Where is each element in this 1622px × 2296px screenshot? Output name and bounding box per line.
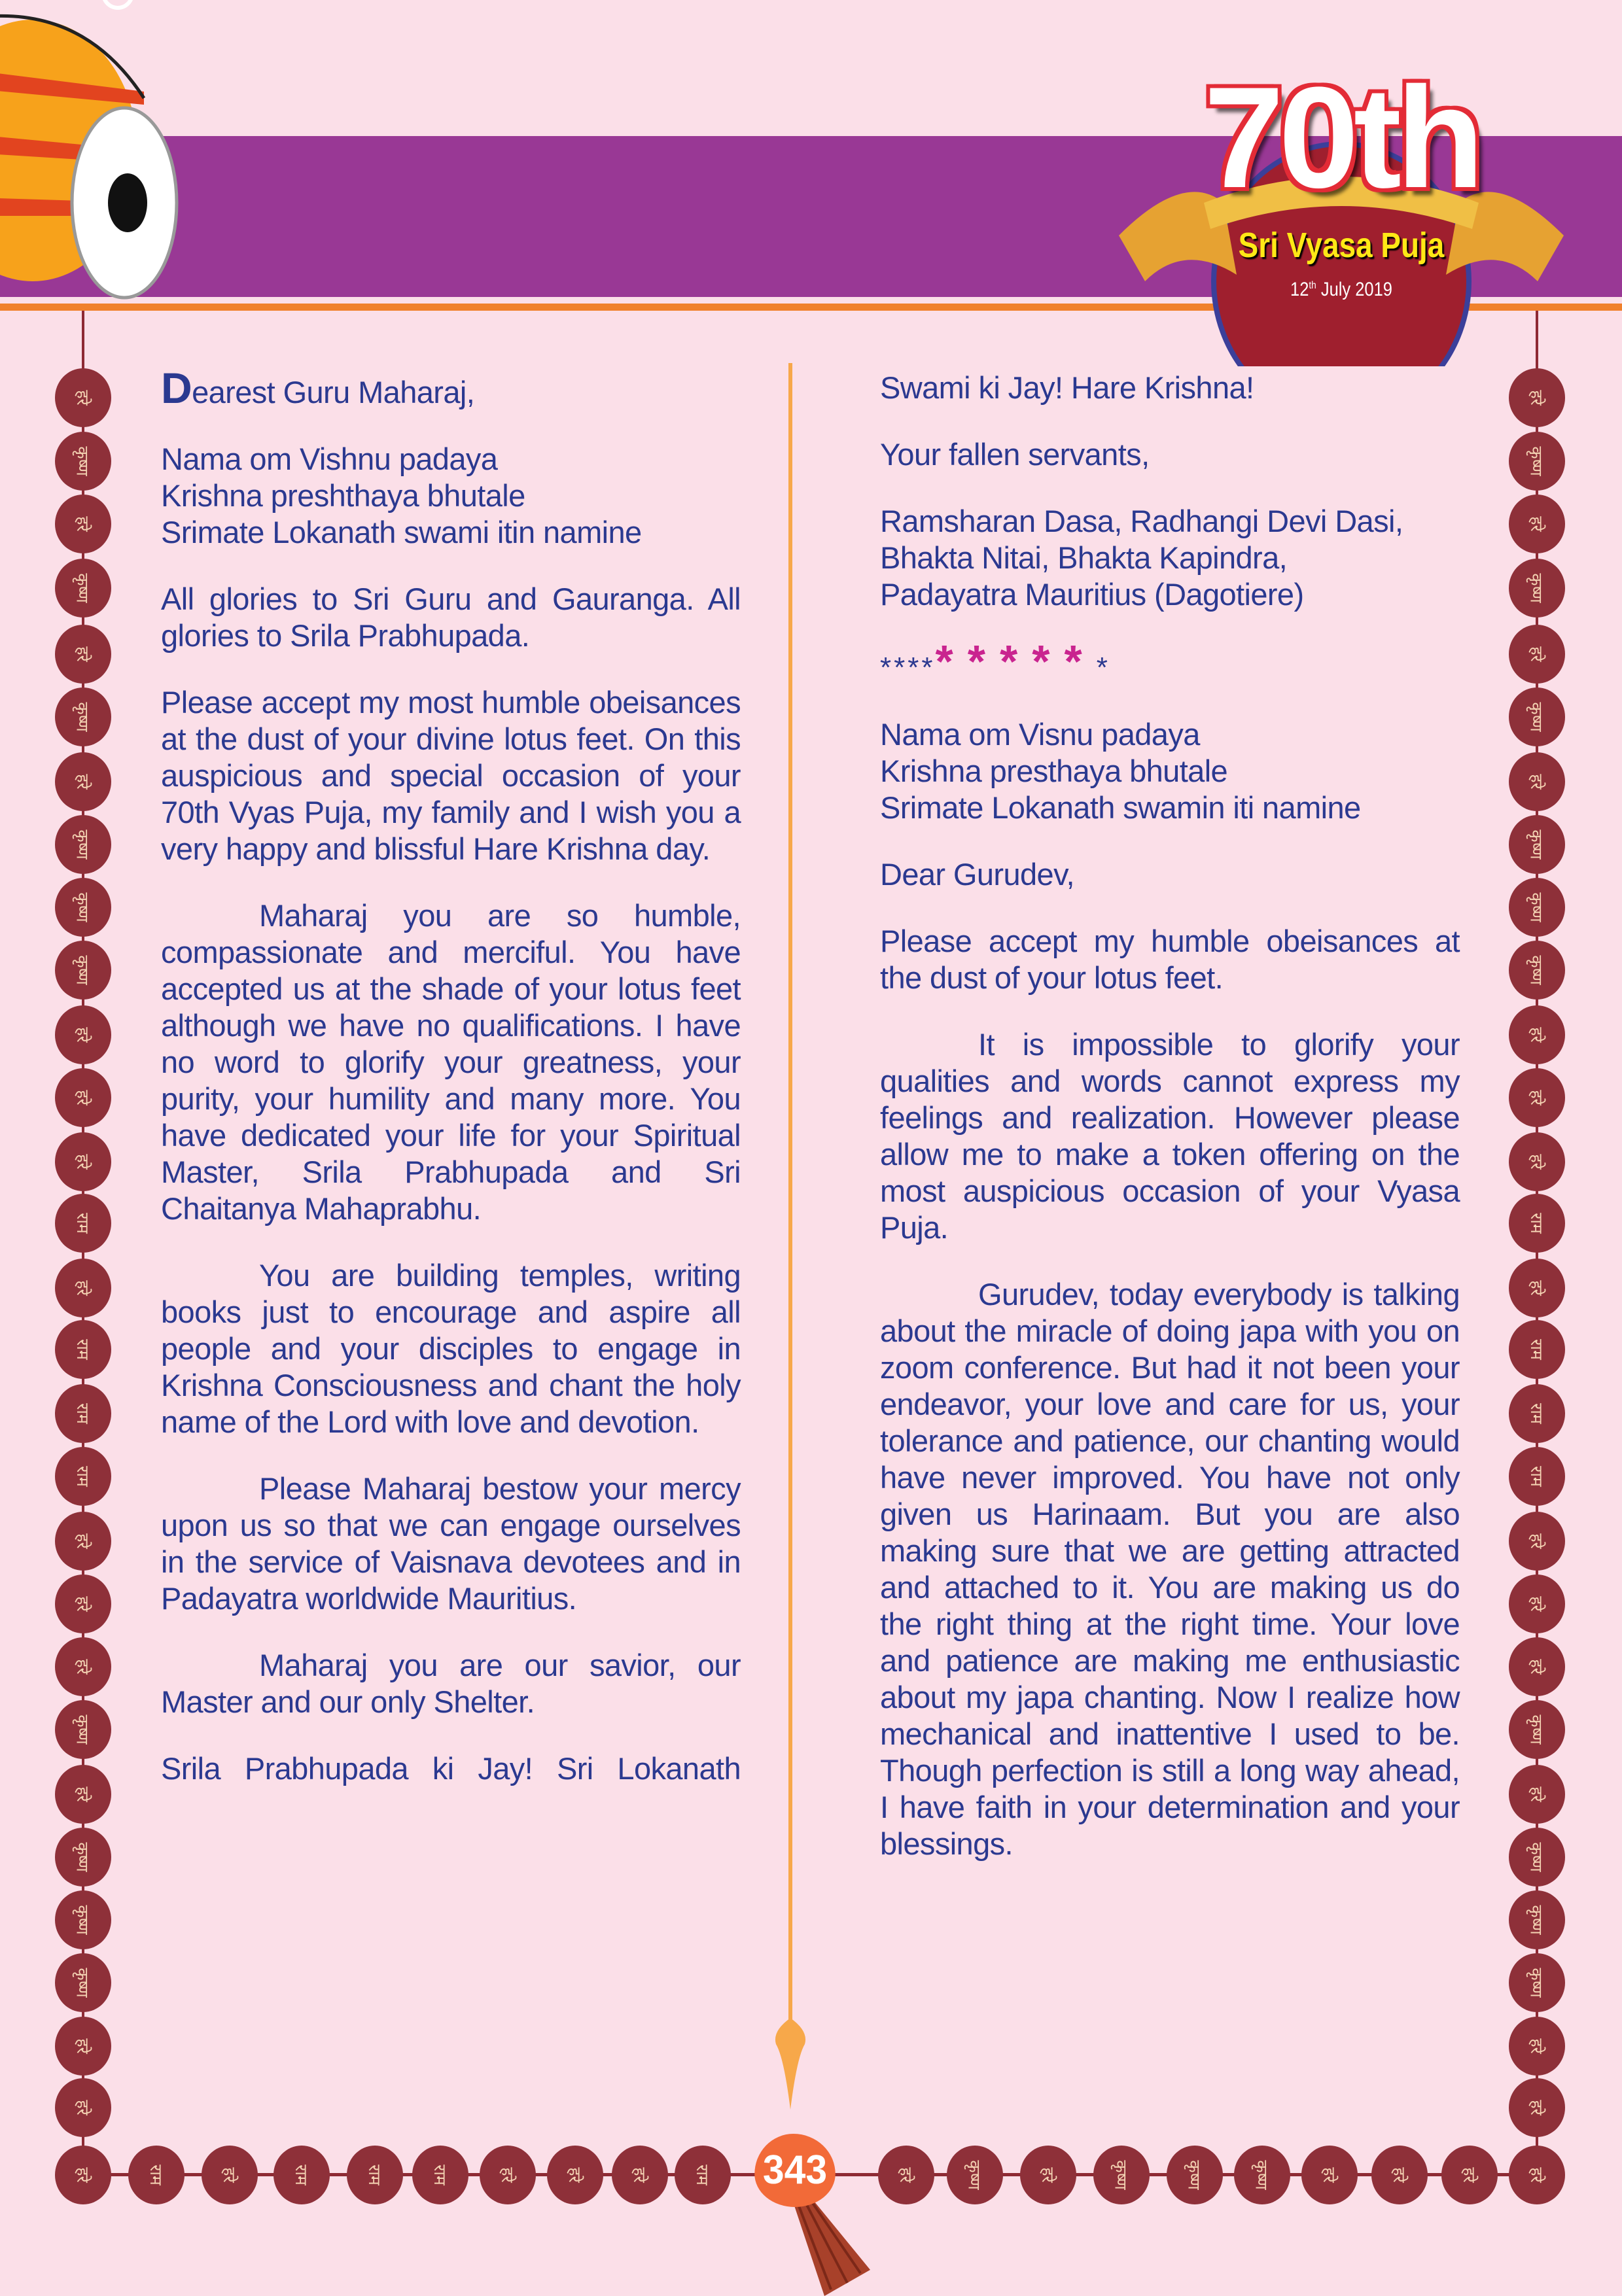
bead-label: राम: [1527, 1403, 1546, 1424]
japa-bead: [128, 2146, 185, 2204]
bead-label: राम: [1527, 1466, 1546, 1487]
japa-bead: [1509, 625, 1565, 684]
paragraph: All glories to Sri Guru and Gauranga. All glories to Srila Prabhupada.: [161, 582, 741, 653]
bead-label: हरे: [1526, 646, 1546, 662]
japa-bead: [55, 1068, 111, 1127]
japa-bead: [55, 1320, 111, 1379]
japa-bead: [1509, 495, 1565, 553]
japa-bead: [55, 1828, 111, 1887]
bead-label: हरे: [73, 1280, 92, 1296]
bead-label: कृष्ण: [1526, 573, 1546, 603]
paragraph: Please Maharaj bestow your mercy upon us so that we can engage ourselves in the service of Vaisnava devotees and in Padayatra worldwide Mauritius.: [161, 1471, 741, 1616]
japa-bead: [547, 2146, 603, 2204]
japa-bead: [947, 2146, 1003, 2204]
japa-bead: [55, 1132, 111, 1191]
bead-label: हरे: [565, 2167, 584, 2183]
japa-bead: [1509, 1637, 1565, 1696]
bead-label: हरे: [73, 774, 92, 790]
japa-bead: [1371, 2146, 1428, 2204]
japa-bead: [1509, 1447, 1565, 1506]
japa-bead: [1509, 941, 1565, 1000]
japa-bead: [1509, 1068, 1565, 1127]
japa-bead: [1234, 2146, 1290, 2204]
japa-bead: [675, 2146, 731, 2204]
japa-bead: [1509, 368, 1565, 427]
bead-label: हरे: [1038, 2167, 1057, 2183]
japa-bead: [1509, 1194, 1565, 1253]
bead-label: कृष्ण: [73, 1968, 92, 1998]
bead-label: हरे: [1526, 2100, 1546, 2115]
japa-bead: [1509, 432, 1565, 491]
bead-label: हरे: [73, 2038, 92, 2054]
bead-label: राम: [431, 2165, 450, 2185]
japa-bead: [1093, 2146, 1150, 2204]
vyasa-puja-badge: [1106, 57, 1577, 366]
bead-label: हरे: [73, 646, 92, 662]
japa-bead: [1509, 1512, 1565, 1571]
paragraph: Gurudev, today everybody is talking about the miracle of doing japa with you on zoom conference. But had it not been your endeavor, your love and care for us, your tolerance and patience, our chanting would have never improved. You have not only given us Harinaam. But you are also making sure that we are getting attracted and attached to it. You are making us do the right thing at the right time. Your love and patience are making me enthusiastic about my japa chanting. Now I realize how mechanical and inattentive I used to be. Though perfection is still a long way ahead, I have faith in your determination and your blessings.: [880, 1277, 1460, 1861]
bead-label: कृष्ण: [1526, 1714, 1546, 1745]
bead-label: हरे: [73, 1596, 92, 1612]
salutation: Dearest Guru Maharaj,: [161, 364, 475, 412]
closing: Your fallen servants,: [880, 437, 1150, 472]
signatories: Ramsharan Dasa, Radhangi Devi Dasi, Bhakta Nitai, Bhakta Kapindra, Padayatra Mauritius (Dagotiere): [880, 504, 1403, 612]
bead-label: हरे: [1526, 1090, 1546, 1105]
right-column: [880, 370, 1460, 1892]
bead-label: हरे: [1526, 1027, 1546, 1043]
japa-bead: [1441, 2146, 1498, 2204]
bead-label: हरे: [1526, 516, 1546, 532]
bead-label: राम: [147, 2165, 166, 2185]
bead-label: कृष्ण: [73, 829, 92, 860]
japa-bead: [1301, 2146, 1358, 2204]
bead-label: हरे: [1459, 2167, 1479, 2183]
paragraph: It is impossible to glorify your qualities and words cannot express my feelings and realization. However please allow me to make a token offering on the most auspicious occasion of your Vyasa Puja.: [880, 1027, 1460, 1245]
japa-bead: [1509, 559, 1565, 617]
bead-label: कृष्ण: [73, 1905, 92, 1935]
bead-label: हरे: [73, 1154, 92, 1170]
bead-label: राम: [1527, 1339, 1546, 1360]
bead-label: कृष्ण: [1184, 2160, 1204, 2190]
japa-bead: [612, 2146, 668, 2204]
japa-bead: [55, 1384, 111, 1443]
japa-bead: [412, 2146, 468, 2204]
japa-bead: [55, 1194, 111, 1253]
bead-label: कृष्ण: [1526, 1905, 1546, 1935]
bead-label: राम: [1527, 1213, 1546, 1234]
bead-label: कृष्ण: [1526, 955, 1546, 985]
bead-label: राम: [73, 1213, 92, 1234]
japa-bead: [55, 1765, 111, 1824]
badge-title: Sri Vyasa Puja: [1238, 226, 1445, 265]
bead-label: हरे: [629, 2167, 649, 2183]
bead-label: कृष्ण: [1526, 1842, 1546, 1872]
japa-bead: [1509, 1005, 1565, 1064]
japa-bead: [1509, 1259, 1565, 1317]
bead-label: कृष्ण: [73, 446, 92, 476]
bead-label: हरे: [1389, 2167, 1409, 2183]
japa-bead: [878, 2146, 934, 2204]
japa-bead: [1509, 2146, 1565, 2204]
left-column: [161, 364, 741, 1817]
bead-label: हरे: [1526, 1659, 1546, 1675]
japa-bead: [55, 815, 111, 874]
japa-bead: [480, 2146, 536, 2204]
greeting: Dear Gurudev,: [880, 857, 1074, 892]
bead-label: कृष्ण: [1111, 2160, 1131, 2190]
tassel-icon: [785, 2198, 877, 2296]
japa-bead: [1509, 1132, 1565, 1191]
japa-bead: [55, 687, 111, 746]
japa-bead: [1509, 878, 1565, 937]
bead-label: हरे: [1526, 1596, 1546, 1612]
star-separator: **********: [880, 636, 1110, 687]
drop-ornament-icon: [772, 2018, 809, 2110]
bead-label: हरे: [73, 1027, 92, 1043]
bead-label: हरे: [73, 390, 92, 406]
bead-label: कृष्ण: [73, 955, 92, 985]
bead-label: हरे: [73, 1533, 92, 1549]
japa-bead: [55, 941, 111, 1000]
japa-bead: [55, 1005, 111, 1064]
japa-bead: [347, 2146, 403, 2204]
bead-label: हरे: [73, 1786, 92, 1802]
bead-label: हरे: [73, 1659, 92, 1675]
japa-bead: [55, 1574, 111, 1633]
bead-label: हरे: [1526, 1154, 1546, 1170]
badge-number: 70th: [1204, 57, 1479, 218]
bead-label: कृष्ण: [1526, 892, 1546, 922]
bead-label: राम: [292, 2165, 311, 2185]
japa-bead: [1509, 815, 1565, 874]
japa-bead: [55, 625, 111, 684]
bead-label: हरे: [1319, 2167, 1339, 2183]
japa-bead: [55, 1447, 111, 1506]
paragraph: You are building temples, writing books just to encourage and aspire all people and your disciples to engage in Krishna Consciousness and chant the holy name of the Lord with love and devotion.: [161, 1258, 741, 1439]
japa-bead: [1509, 1384, 1565, 1443]
japa-bead: [55, 1512, 111, 1571]
bead-label: हरे: [1526, 1786, 1546, 1802]
japa-bead: [1509, 2078, 1565, 2137]
japa-bead: [55, 878, 111, 937]
bead-label: कृष्ण: [1526, 1968, 1546, 1998]
paragraph: Srila Prabhupada ki Jay! Sri Lokanath: [161, 1751, 741, 1786]
bead-label: कृष्ण: [73, 702, 92, 732]
japa-bead: [1509, 752, 1565, 811]
bead-label: हरे: [1526, 1280, 1546, 1296]
bead-label: हरे: [73, 2167, 92, 2183]
column-divider: [788, 363, 792, 2025]
japa-bead: [1509, 1574, 1565, 1633]
japa-bead: [55, 1637, 111, 1696]
bead-label: राम: [365, 2165, 384, 2185]
japa-bead: [1167, 2146, 1223, 2204]
japa-bead: [1509, 1765, 1565, 1824]
paragraph: Please accept my most humble obeisances at the dust of your divine lotus feet. On this auspicious and special occasion of your 70th Vyas Puja, my family and I wish you a very happy and blissful Hare Krishna day.: [161, 685, 741, 866]
bead-label: कृष्ण: [964, 2160, 984, 2190]
japa-bead: [55, 752, 111, 811]
japa-bead: [1509, 1828, 1565, 1887]
japa-bead: [1509, 687, 1565, 746]
paragraph: Maharaj you are so humble, compassionate and merciful. You have accepted us at the shade of your lotus feet although we have no qualifications. I have no word to glorify your greatness, your purity, your humility and many more. You have dedicated your life for your Spiritual Master, Srila Prabhupada and Sri Chaitanya Mahaprabhu.: [161, 898, 741, 1226]
japa-bead: [1509, 1890, 1565, 1949]
japa-bead: [1509, 1700, 1565, 1759]
bead-label: कृष्ण: [1526, 446, 1546, 476]
bead-label: कृष्ण: [73, 1842, 92, 1872]
mridanga-drum-icon: [0, 0, 209, 327]
bead-label: हरे: [497, 2167, 517, 2183]
japa-bead: [1509, 2017, 1565, 2076]
bead-label: हरे: [896, 2167, 915, 2183]
japa-bead: [1509, 1953, 1565, 2012]
continuation: Swami ki Jay! Hare Krishna!: [880, 370, 1254, 405]
paragraph: Maharaj you are our savior, our Master and our only Shelter.: [161, 1648, 741, 1719]
japa-bead: [55, 1700, 111, 1759]
bead-label: राम: [73, 1466, 92, 1487]
bead-label: कृष्ण: [73, 573, 92, 603]
bead-label: राम: [693, 2165, 712, 2185]
bead-label: हरे: [1526, 774, 1546, 790]
page-number: 343: [754, 2134, 836, 2207]
japa-bead: [55, 432, 111, 491]
japa-bead: [55, 2017, 111, 2076]
bead-label: कृष्ण: [1526, 829, 1546, 860]
bead-label: हरे: [73, 2100, 92, 2115]
japa-bead: [202, 2146, 258, 2204]
bead-label: राम: [73, 1403, 92, 1424]
bead-label: कृष्ण: [1526, 702, 1546, 732]
paragraph: Please accept my humble obeisances at the dust of your lotus feet.: [880, 924, 1460, 995]
japa-bead: [55, 368, 111, 427]
badge-date: 12th July 2019: [1290, 279, 1392, 300]
bead-label: हरे: [73, 1090, 92, 1105]
bead-label: हरे: [1526, 2038, 1546, 2054]
pranam-mantra: Nama om Vishnu padaya Krishna preshthaya bhutale Srimate Lokanath swami itin namine: [161, 442, 642, 549]
bead-label: हरे: [1526, 2167, 1546, 2183]
bead-label: राम: [73, 1339, 92, 1360]
bead-label: हरे: [1526, 390, 1546, 406]
japa-bead: [1020, 2146, 1076, 2204]
japa-bead: [55, 1259, 111, 1317]
japa-bead: [55, 1890, 111, 1949]
pranam-mantra: Nama om Visnu padaya Krishna presthaya bhutale Srimate Lokanath swamin iti namine: [880, 717, 1361, 825]
japa-bead: [55, 1953, 111, 2012]
bead-label: हरे: [1526, 1533, 1546, 1549]
bead-label: कृष्ण: [1252, 2160, 1271, 2190]
japa-bead: [273, 2146, 330, 2204]
japa-bead: [55, 2146, 111, 2204]
japa-bead: [55, 559, 111, 617]
bead-label: हरे: [73, 516, 92, 532]
bead-label: कृष्ण: [73, 892, 92, 922]
japa-bead: [1509, 1320, 1565, 1379]
bead-label: हरे: [219, 2167, 239, 2183]
japa-bead: [55, 2078, 111, 2137]
japa-bead: [55, 495, 111, 553]
bead-label: कृष्ण: [73, 1714, 92, 1745]
